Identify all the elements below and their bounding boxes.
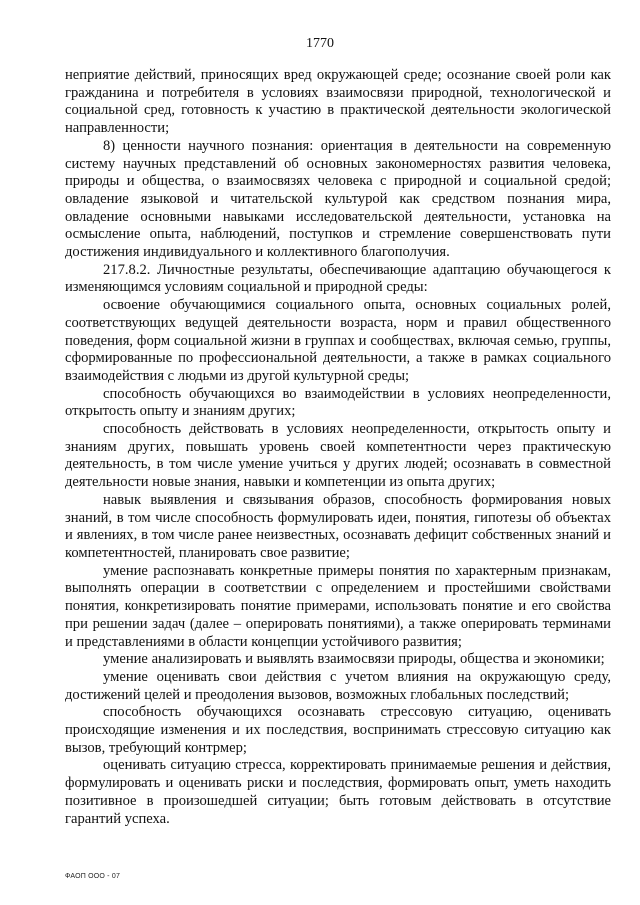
paragraph: неприятие действий, приносящих вред окружающей среде; осознание своей роли как гражданина и потребителя в условиях взаимосвязи природной, технологической и социальной сред, готовность к участию в практической деятельности экологической направленности; (65, 67, 611, 137)
paragraph: способность обучающихся осознавать стрессовую ситуацию, оценивать происходящие изменения и их последствия, воспринимать стрессовую ситуацию как вызов, требующий контрмер; (65, 704, 611, 756)
paragraph: умение оценивать свои действия с учетом влияния на окружающую среду, достижений целей и преодоления вызовов, возможных глобальных последствий; (65, 668, 611, 703)
paragraph: навык выявления и связывания образов, способность формирования новых знаний, в том числе способность формулировать идеи, понятия, гипотезы об объектах и явлениях, в том числе ранее неизвестных, осознавать дефицит собственных знаний и компетентностей, планировать свое развитие; (65, 491, 611, 561)
paragraph: оценивать ситуацию стресса, корректировать принимаемые решения и действия, формулировать и оценивать риски и последствия, формировать опыт, уметь находить позитивное в произошедшей ситуации; быть готовым действовать в отсутствие гарантий успеха. (65, 757, 611, 827)
paragraph: 8) ценности научного познания: ориентация в деятельности на современную систему научных представлений об основных закономерностях развития человека, природы и общества, о взаимосвязях человека с природной и социальной средой; овладение языковой и читательской культурой как средством познания мира, овладение основными навыками исследовательской деятельности, установка на осмысление опыта, наблюдений, поступков и стремление совершенствовать пути достижения индивидуального и коллективного благополучия. (65, 137, 611, 261)
paragraph: освоение обучающимися социального опыта, основных социальных ролей, соответствующих ведущей деятельности возраста, норм и правил общественного поведения, форм социальной жизни в группах и сообществах, включая семью, группы, сформированные по профессиональной деятельности, а также в рамках социального взаимодействия с людьми из другой культурной среды; (65, 297, 611, 384)
paragraph: способность действовать в условиях неопределенности, открытость опыту и знаниям других, повышать уровень своей компетентности через практическую деятельность, в том числе умение учиться у других людей; осознавать в совместной деятельности новые знания, навыки и компетенции из опыта других; (65, 421, 611, 491)
paragraph: умение распознавать конкретные примеры понятия по характерным признакам, выполнять операции в соответствии с определением и простейшими свойствами понятия, конкретизировать понятие примерами, использовать понятие и его свойства при решении задач (далее – оперировать понятиями), а также оперировать терминами и представлениями в области концепции устойчивого развития; (65, 562, 611, 650)
document-body (65, 67, 611, 828)
paragraph: умение анализировать и выявлять взаимосвязи природы, общества и экономики; (103, 651, 605, 668)
page-number: 1770 (306, 36, 334, 51)
document-footer-code: ФАОП ООО - 07 (65, 873, 121, 880)
paragraph: способность обучающихся во взаимодействии в условиях неопределенности, открытость опыту и знаниям других; (65, 385, 611, 420)
section-heading-paragraph: 217.8.2. Личностные результаты, обеспечивающие адаптацию обучающегося к изменяющимся условиям социальной и природной среды: (65, 261, 611, 296)
